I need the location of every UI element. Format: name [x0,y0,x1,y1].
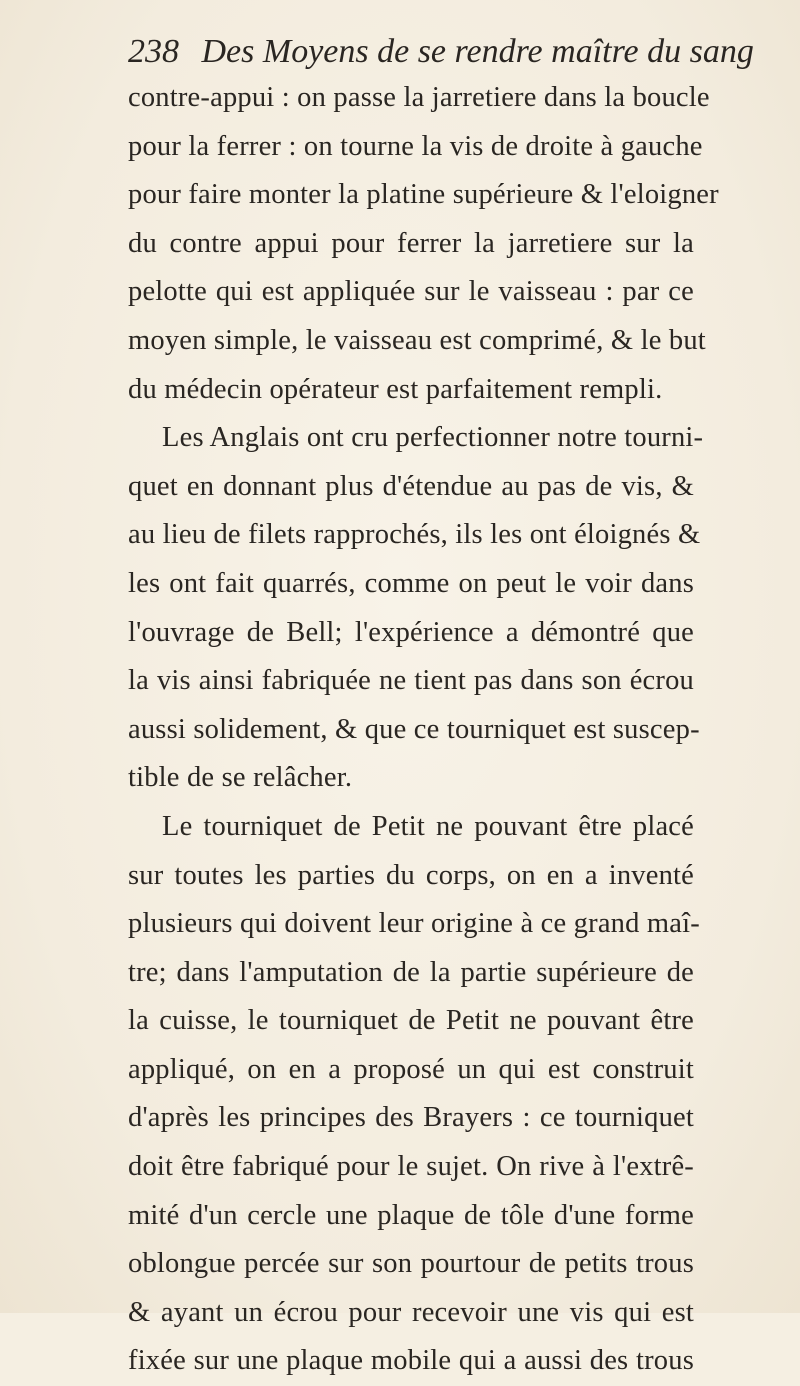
text-line: la vis ainsi fabriquée ne tient pas dans son écrou [128,665,694,697]
text-line: sur toutes les parties du corps, on en a inventé [128,859,694,891]
text-line: contre-appui : on passe la jarretiere dans la boucle [128,82,710,113]
text-line: quet en donnant plus d'étendue au pas de vis, & [128,470,694,502]
text-line: pour faire monter la platine supérieure & l'eloigner [128,179,719,211]
body-text [128,74,719,1386]
text-line: Le tourniquet de Petit ne pouvant être placé [162,810,694,842]
text-line: tible de se relâcher. [128,762,353,794]
text-line: oblongue percée sur son pourtour de petits trous [128,1248,694,1280]
page-number: 238 [128,33,179,70]
running-header [128,28,754,76]
text-line: tre; dans l'amputation de la partie supérieure de [128,956,694,988]
text-line: pour la ferrer : on tourne la vis de droite à gauche [128,130,703,162]
text-line: aussi solidement, & que ce tourniquet est suscep- [128,713,700,745]
text-line: les ont fait quarrés, comme on peut le voir dans [128,567,694,599]
text-line: mité d'un cercle une plaque de tôle d'une forme [128,1199,694,1231]
text-line: & ayant un écrou pour recevoir une vis qui est [128,1296,694,1328]
text-line: plusieurs qui doivent leur origine à ce grand maî- [128,908,700,940]
text-line: fixée sur une plaque mobile qui a aussi des trous [128,1345,694,1377]
text-line: Les Anglais ont cru perfectionner notre tourni- [162,422,704,454]
text-line: du contre appui pour ferrer la jarretiere sur la [128,227,694,259]
text-line: appliqué, on en a proposé un qui est construit [128,1053,694,1085]
text-line: pelotte qui est appliquée sur le vaisseau : par ce [128,276,694,308]
text-line: au lieu de filets rapprochés, ils les ont éloignés & [128,519,701,551]
text-line: doit être fabriqué pour le sujet. On rive à l'extrê- [128,1151,694,1183]
running-title: Des Moyens de se rendre maître du sang [201,33,754,70]
text-line: la cuisse, le tourniquet de Petit ne pouvant être [128,1005,694,1037]
text-line: l'ouvrage de Bell; l'expérience a démontré que [128,616,694,648]
text-line: du médecin opérateur est parfaitement rempli. [128,373,663,405]
text-line: d'après les principes des Brayers : ce tourniquet [128,1102,694,1134]
text-line: moyen simple, le vaisseau est comprimé, & le but [128,324,706,356]
